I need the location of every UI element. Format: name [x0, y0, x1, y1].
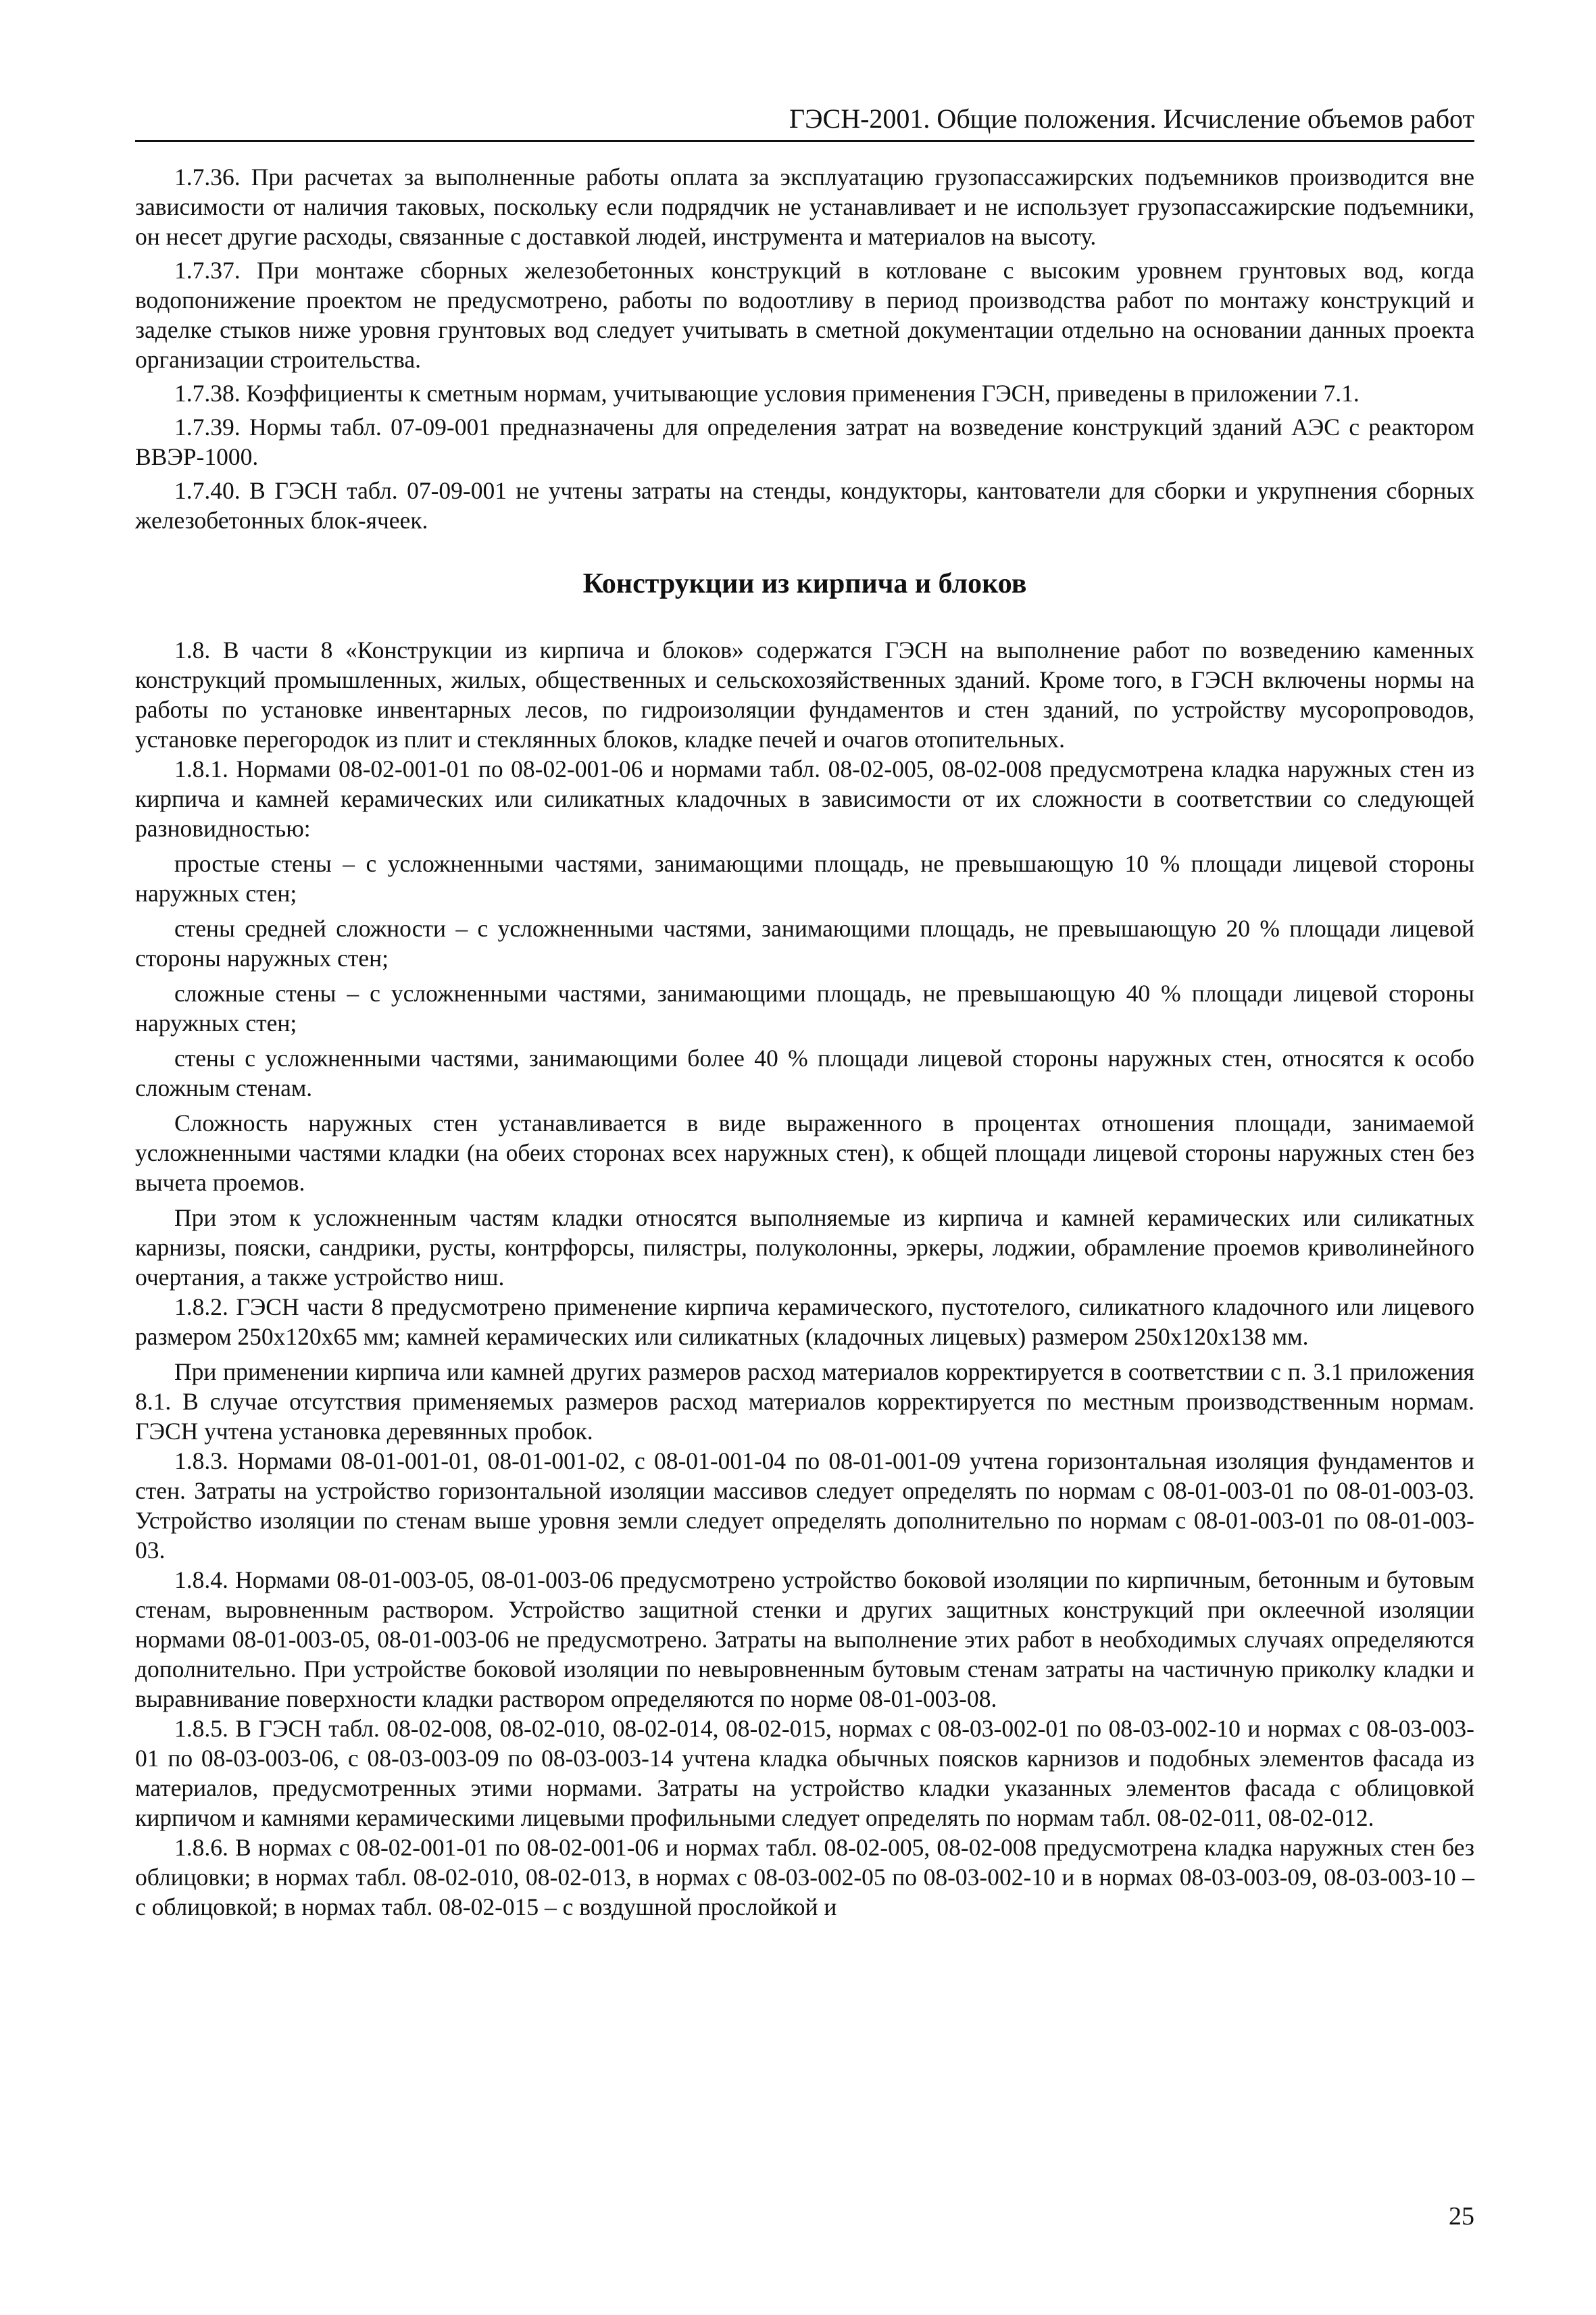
paragraph-1-8-3: 1.8.3. Нормами 08-01-001-01, 08-01-001-02, с 08-01-001-04 по 08-01-001-09 учтена горизонтальная изоляция фундаментов и стен. Затраты на устройство горизонтальной изоляции массивов следует определять по нормам с 08-01-003-01 по 08-01-003-03. Устройство изоляции по стенам выше уровня земли следует определять дополнительно по нормам с 08-01-003-01 по 08-01-003-03.: [135, 1447, 1474, 1564]
page-number: 25: [1449, 2202, 1474, 2231]
paragraph-other-sizes: При применении кирпича или камней других размеров расход материалов корректируется в соответствии с п. 3.1 приложения 8.1. В случае отсутствия применяемых размеров расход материалов корректируется по местным производственным нормам. ГЭСН учтена установка деревянных пробок.: [135, 1358, 1474, 1445]
paragraph-1-7-39: 1.7.39. Нормы табл. 07-09-001 предназначены для определения затрат на возведение конструкций зданий АЭС с реактором ВВЭР-1000.: [135, 414, 1474, 470]
paragraph-complex-parts: При этом к усложненным частям кладки относятся выполняемые из кирпича и камней керамических или силикатных карнизы, пояски, сандрики, русты, контрфорсы, пилястры, полуколонны, эркеры, лоджии, обрамление проемов криволинейного очертания, а также устройство ниш.: [135, 1204, 1474, 1291]
list-item-very-complex-walls: стены с усложненными частями, занимающими более 40 % площади лицевой стороны наружных стен, относятся к особо сложным стенам.: [135, 1045, 1474, 1101]
running-header: [135, 98, 1474, 142]
paragraph-1-7-38: 1.7.38. Коэффициенты к сметным нормам, учитывающие условия применения ГЭСН, приведены в приложении 7.1.: [174, 380, 1360, 407]
paragraph-1-7-37: 1.7.37. При монтаже сборных железобетонных конструкций в котловане с высоким уровнем грунтовых вод, когда водопонижение проектом не предусмотрено, работы по водоотливу в период производства работ по монтажу конструкций и заделке стыков ниже уровня грунтовых вод следует учитывать в сметной документации отдельно на основании данных проекта организации строительства.: [135, 257, 1474, 373]
paragraph-1-8-6: 1.8.6. В нормах с 08-02-001-01 по 08-02-001-06 и нормах табл. 08-02-005, 08-02-008 предусмотрена кладка наружных стен без облицовки; в нормах табл. 08-02-010, 08-02-013, в нормах с 08-03-002-05 по 08-03-002-10 и в нормах 08-03-003-09, 08-03-003-10 – с облицовкой; в нормах табл. 08-02-015 – с воздушной прослойкой и: [135, 1834, 1474, 1920]
paragraph-1-7-36: 1.7.36. При расчетах за выполненные работы оплата за эксплуатацию грузопассажирских подъемников производится вне зависимости от наличия таковых, поскольку если подрядчик не устанавливает и не использует грузопассажирские подъемники, он несет другие расходы, связанные с доставкой людей, инструмента и материалов на высоту.: [135, 164, 1474, 250]
list-item-complex-walls: сложные стены – с усложненными частями, занимающими площадь, не превышающую 40 % площади лицевой стороны наружных стен;: [135, 980, 1474, 1037]
paragraph-1-8: 1.8. В части 8 «Конструкции из кирпича и блоков» содержатся ГЭСН на выполнение работ по возведению каменных конструкций промышленных, жилых, общественных и сельскохозяйственных зданий. Кроме того, в ГЭСН включены нормы на работы по установке инвентарных лесов, по гидроизоляции фундаментов и стен зданий, по устройству мусоропроводов, установке перегородок из плит и стеклянных блоков, кладке печей и очагов отопительных.: [135, 637, 1474, 753]
paragraph-1-8-2: 1.8.2. ГЭСН части 8 предусмотрено применение кирпича керамического, пустотелого, силикатного кладочного или лицевого размером 250x120x65 мм; камней керамических или силикатных (кладочных лицевых) размером 250x120x138 мм.: [135, 1293, 1474, 1350]
list-item-medium-walls: стены средней сложности – с усложненными частями, занимающими площадь, не превышающую 20 % площади лицевой стороны наружных стен;: [135, 915, 1474, 972]
paragraph-1-7-40: 1.7.40. В ГЭСН табл. 07-09-001 не учтены затраты на стенды, кондукторы, кантователи для сборки и укрупнения сборных железобетонных блок-ячеек.: [135, 477, 1474, 534]
section-title: Конструкции из кирпича и блоков: [582, 568, 1027, 599]
paragraph-1-8-5: 1.8.5. В ГЭСН табл. 08-02-008, 08-02-010, 08-02-014, 08-02-015, нормах с 08-03-002-01 по 08-03-002-10 и нормах с 08-03-003-01 по 08-03-003-06, с 08-03-003-09 по 08-03-003-14 учтена кладка обычных поясков карнизов и подобных элементов фасада из материалов, предусмотренных этими нормами. Затраты на устройство кладки указанных элементов фасада с облицовкой кирпичом и камнями керамическими лицевыми профильными следует определять по нормам табл. 08-02-011, 08-02-012.: [135, 1715, 1474, 1831]
paragraph-complexity: Сложность наружных стен устанавливается в виде выраженного в процентах отношения площади, занимаемой усложненными частями кладки (на обеих сторонах всех наружных стен), к общей площади лицевой стороны наружных стен без вычета проемов.: [135, 1110, 1474, 1196]
document-body: [135, 162, 1474, 1922]
running-title: ГЭСН-2001. Общие положения. Исчисление объемов работ: [789, 103, 1474, 134]
list-item-simple-walls: простые стены – с усложненными частями, занимающими площадь, не превышающую 10 % площади лицевой стороны наружных стен;: [135, 850, 1474, 907]
paragraph-1-8-1: 1.8.1. Нормами 08-02-001-01 по 08-02-001-06 и нормами табл. 08-02-005, 08-02-008 предусмотрена кладка наружных стен из кирпича и камней керамических или силикатных кладочных в зависимости от их сложности в соответствии со следующей разновидностью:: [135, 755, 1474, 842]
paragraph-1-8-4: 1.8.4. Нормами 08-01-003-05, 08-01-003-06 предусмотрено устройство боковой изоляции по кирпичным, бетонным и бутовым стенам, выровненным раствором. Устройство защитной стенки и других защитных конструкций при оклеечной изоляции нормами 08-01-003-05, 08-01-003-06 не предусмотрено. Затраты на выполнение этих работ в необходимых случаях определяются дополнительно. При устройстве боковой изоляции по невыровненным бутовым стенам затраты на частичную приколку кладки и выравнивание поверхности кладки раствором определяются по норме 08-01-003-08.: [135, 1566, 1474, 1712]
